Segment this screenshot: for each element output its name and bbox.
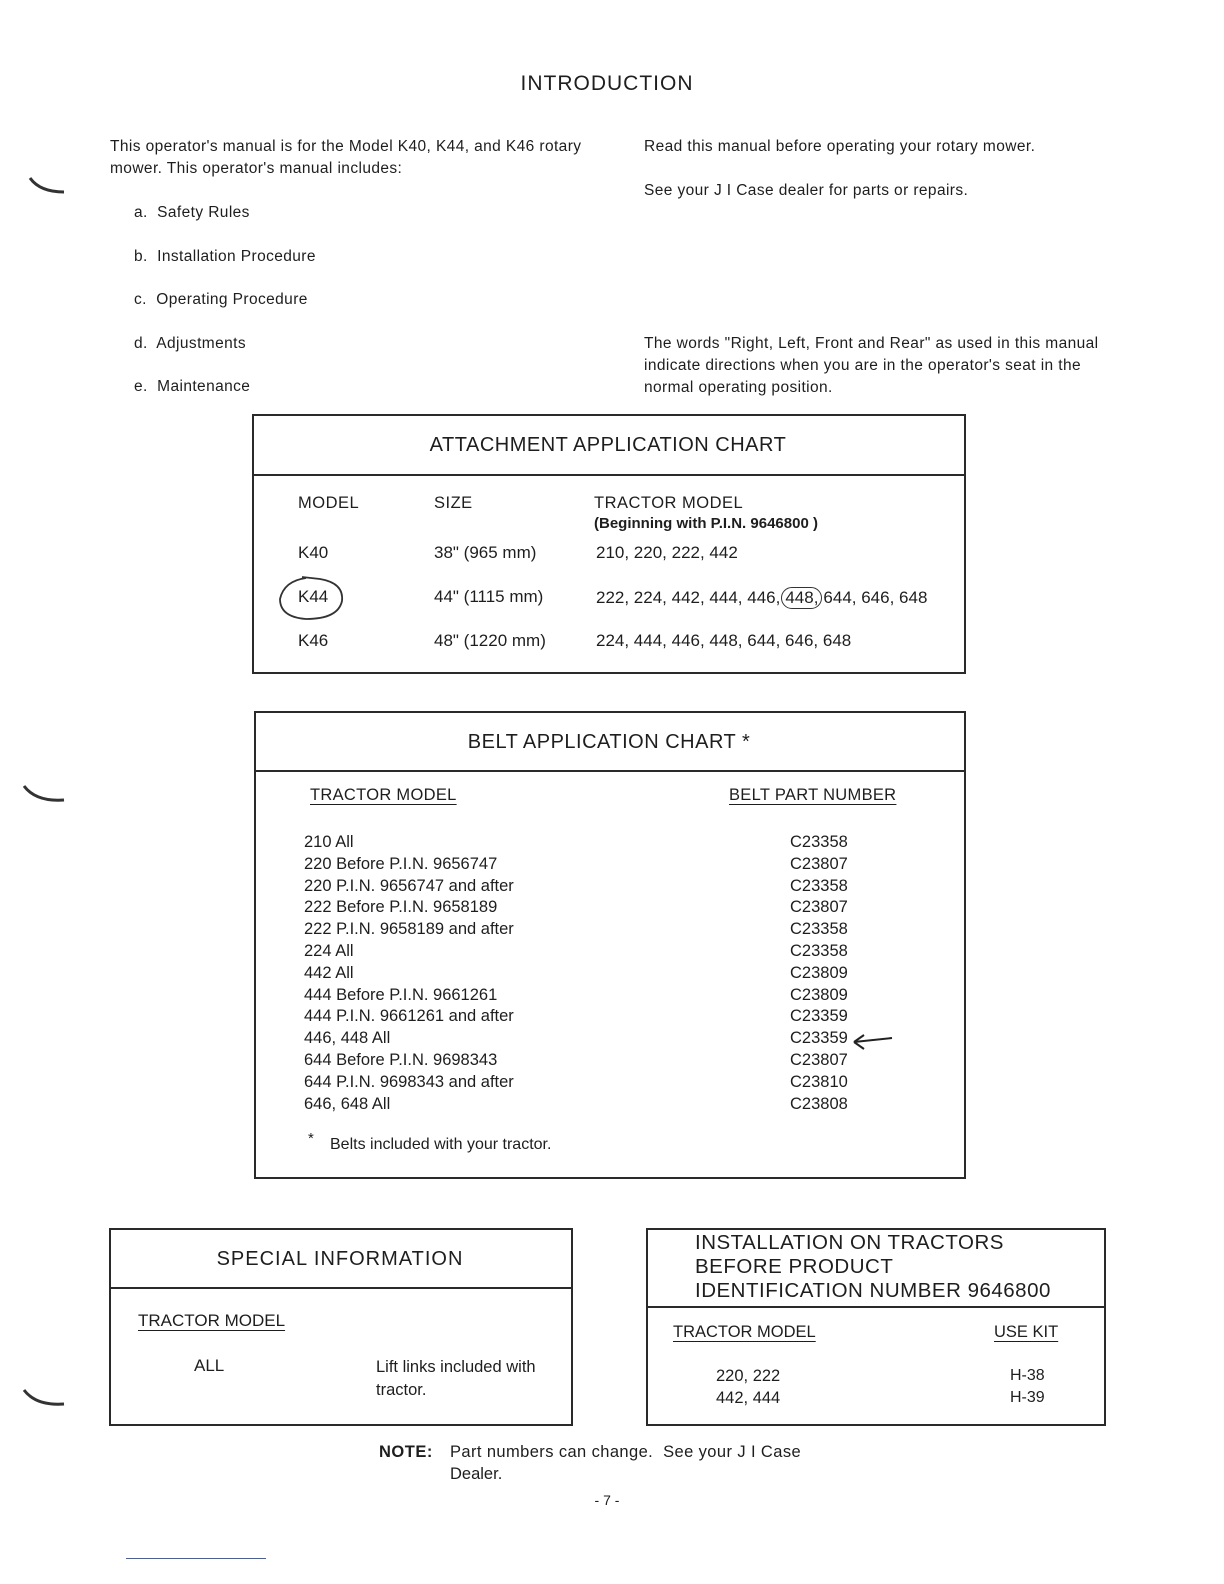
table-cell: C23810 — [790, 1072, 848, 1091]
table-row: 646, 648 All — [304, 1094, 391, 1113]
table-row: 442 All — [304, 963, 354, 982]
header-tractor-model-note: (Beginning with P.I.N. 9646800 ) — [594, 515, 818, 532]
directions-text: The words "Right, Left, Front and Rear" as used in this manual indicate directions when you are in the operator's seat in the normal operating position. — [644, 335, 1099, 396]
list-item — [134, 246, 316, 268]
attachment-chart-divider — [252, 474, 964, 476]
binder-mark-3 — [20, 1382, 70, 1414]
row-tractors — [596, 587, 927, 609]
list-item — [134, 376, 250, 398]
table-cell: C23358 — [790, 876, 848, 895]
installation-title-line: BEFORE PRODUCT — [695, 1255, 894, 1278]
row-model: K44 — [298, 587, 329, 606]
tractors-before: 222, 224, 442, 444, 446, — [596, 588, 781, 607]
list-text: Maintenance — [157, 378, 251, 395]
list-text: Operating Procedure — [156, 291, 308, 308]
binder-mark-2 — [20, 780, 70, 810]
table-row: 222 P.I.N. 9658189 and after — [304, 920, 514, 939]
row-tractors: 224, 444, 446, 448, 644, 646, 648 — [596, 631, 852, 650]
header-model: MODEL — [298, 494, 360, 512]
belt-footnote: Belts included with your tractor. — [330, 1136, 552, 1153]
table-row: 444 P.I.N. 9661261 and after — [304, 1007, 514, 1026]
table-row: 444 Before P.I.N. 9661261 — [304, 985, 498, 1004]
note-line-2: Dealer. — [450, 1465, 503, 1483]
table-row: 222 Before P.I.N. 9658189 — [304, 898, 498, 917]
table-row: 224 All — [304, 941, 354, 960]
installation-header-kit: USE KIT — [994, 1323, 1059, 1341]
row-size: 38" (965 mm) — [434, 543, 537, 562]
special-info-model: ALL — [194, 1356, 225, 1375]
table-row: 220 P.I.N. 9656747 and after — [304, 876, 514, 895]
installation-divider — [646, 1306, 1104, 1308]
header-belt-part-number: BELT PART NUMBER — [729, 786, 897, 804]
installation-title — [695, 1231, 1051, 1303]
note-label: NOTE: — [379, 1443, 433, 1461]
list-item — [134, 289, 308, 311]
list-text: Installation Procedure — [157, 248, 316, 265]
installation-title-line: INSTALLATION ON TRACTORS — [695, 1231, 1004, 1254]
table-cell: C23809 — [790, 963, 848, 982]
row-tractors: 210, 220, 222, 442 — [596, 543, 738, 562]
page-number: - 7 - — [594, 1492, 620, 1508]
special-info-divider — [109, 1287, 571, 1289]
table-cell: C23807 — [790, 1050, 848, 1069]
list-marker: e. — [134, 378, 148, 395]
footer-rule — [126, 1558, 266, 1559]
intro-paragraph: This operator's manual is for the Model K40, K44, and K46 rotary mower. This operator's manual includes: — [110, 138, 582, 177]
list-text: Adjustments — [156, 335, 246, 352]
installation-tractor: 442, 444 — [716, 1389, 781, 1407]
footnote-mark: * — [308, 1130, 314, 1147]
arrow-left-icon — [850, 1032, 896, 1054]
special-info-text: Lift links included with tractor. — [376, 1358, 536, 1399]
table-row: 446, 448 All — [304, 1029, 391, 1048]
table-row: 644 Before P.I.N. 9698343 — [304, 1050, 498, 1069]
belt-chart-divider — [254, 770, 964, 772]
table-cell: C23359 — [790, 1007, 848, 1026]
installation-header-tractor: TRACTOR MODEL — [673, 1323, 816, 1341]
belt-chart-title: BELT APPLICATION CHART * — [467, 731, 751, 753]
table-cell: C23808 — [790, 1094, 848, 1113]
row-model: K40 — [298, 543, 329, 562]
belt-part-column — [790, 832, 848, 1115]
list-marker: b. — [134, 248, 148, 265]
belt-tractor-column — [304, 832, 514, 1115]
table-cell: C23807 — [790, 854, 848, 873]
list-item — [134, 202, 250, 224]
installation-kit: H-39 — [1010, 1389, 1045, 1406]
tractors-circled: 448, — [781, 587, 822, 609]
list-marker: c. — [134, 291, 147, 308]
table-row: 220 Before P.I.N. 9656747 — [304, 854, 498, 873]
attachment-chart-title: ATTACHMENT APPLICATION CHART — [429, 434, 787, 456]
dealer-text: See your J I Case dealer for parts or repairs. — [644, 182, 969, 199]
list-text: Safety Rules — [157, 204, 250, 221]
read-manual-text: Read this manual before operating your rotary mower. — [644, 138, 1036, 155]
list-marker: d. — [134, 335, 148, 352]
installation-title-line: IDENTIFICATION NUMBER 9646800 — [695, 1279, 1051, 1302]
installation-kit: H-38 — [1010, 1367, 1045, 1384]
table-cell: C23358 — [790, 920, 848, 939]
binder-mark-1 — [26, 172, 70, 202]
table-cell: C23807 — [790, 898, 848, 917]
k44-circle-mark — [276, 573, 348, 625]
table-cell: C23809 — [790, 985, 848, 1004]
page-title: INTRODUCTION — [520, 72, 694, 95]
special-info-header: TRACTOR MODEL — [138, 1311, 286, 1330]
list-marker: a. — [134, 204, 148, 221]
table-cell: C23358 — [790, 941, 848, 960]
tractors-after: 644, 646, 648 — [823, 588, 928, 607]
row-model: K46 — [298, 631, 329, 650]
row-size: 48" (1220 mm) — [434, 631, 546, 650]
list-item — [134, 333, 246, 355]
header-tractor-model: TRACTOR MODEL — [594, 494, 744, 512]
note-line-1: Part numbers can change. See your J I Case — [450, 1443, 802, 1461]
header-size: SIZE — [434, 494, 473, 512]
table-cell: C23359 — [790, 1029, 848, 1048]
table-row: 644 P.I.N. 9698343 and after — [304, 1072, 514, 1091]
table-cell: C23358 — [790, 833, 848, 851]
row-size: 44" (1115 mm) — [434, 587, 544, 606]
special-info-title: SPECIAL INFORMATION — [216, 1248, 464, 1270]
header-tractor-model: TRACTOR MODEL — [310, 786, 457, 804]
installation-tractor: 220, 222 — [716, 1367, 781, 1385]
table-row: 210 All — [304, 833, 354, 851]
